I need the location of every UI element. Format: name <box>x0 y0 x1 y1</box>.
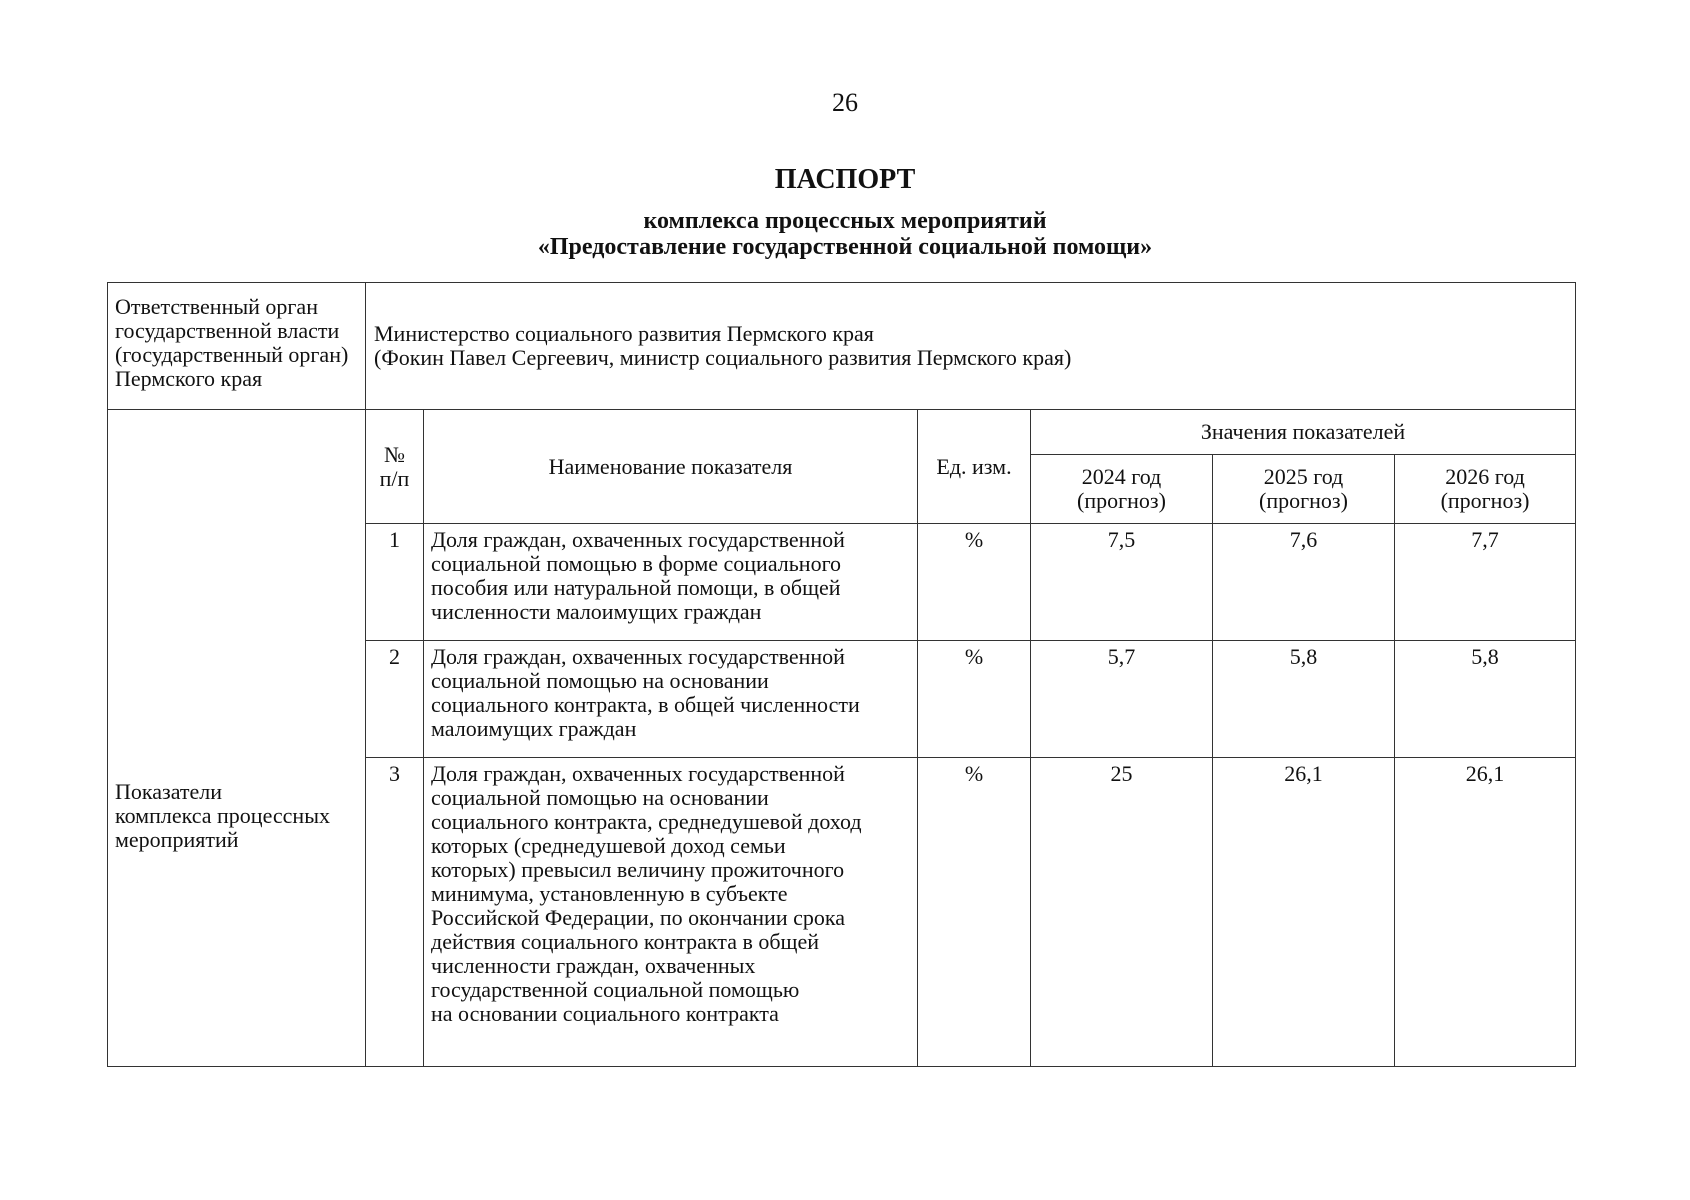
indicators-label-line: мероприятий <box>115 827 239 852</box>
responsible-label-line: (государственный орган) <box>115 342 349 367</box>
indicators-label-line: Показатели <box>115 779 223 804</box>
header-year-label: 2024 год <box>1081 464 1162 489</box>
row-num: 2 <box>366 641 424 758</box>
row-indicator-name <box>424 524 918 641</box>
document-title: ПАСПОРТ <box>774 164 916 195</box>
name-line: социальной помощью на основании <box>431 785 769 810</box>
header-year-note: (прогноз) <box>1077 488 1166 513</box>
name-line: социальной помощью в форме социального <box>431 551 842 576</box>
header-year-label: 2026 год <box>1445 464 1525 489</box>
name-line: численности малоимущих граждан <box>431 599 762 624</box>
header-num-line: п/п <box>379 465 410 491</box>
row-value-2025: 5,8 <box>1213 641 1395 758</box>
name-line: которых (среднедушевой доход семьи <box>431 833 786 858</box>
row-value-2026: 5,8 <box>1395 641 1576 758</box>
indicators-label-line: комплекса процессных <box>115 803 330 828</box>
row-unit: % <box>918 641 1031 758</box>
header-num-line: № <box>384 441 405 467</box>
subtitle-line: «Предоставление государственной социальной помощи» <box>537 234 1153 260</box>
indicators-section-label <box>108 410 366 1067</box>
header-year-note: (прогноз) <box>1259 488 1348 513</box>
row-value-2024: 7,5 <box>1031 524 1213 641</box>
header-year-label: 2025 год <box>1263 464 1344 489</box>
row-num: 1 <box>366 524 424 641</box>
name-line: численности граждан, охваченных <box>431 953 756 978</box>
header-num <box>366 410 424 524</box>
header-year-2026 <box>1395 455 1576 524</box>
responsible-label-line: государственной власти <box>115 318 340 343</box>
row-value-2025: 7,6 <box>1213 524 1395 641</box>
name-line: пособия или натуральной помощи, в общей <box>431 575 841 600</box>
document-subtitle <box>0 208 1690 260</box>
page-number: 26 <box>832 88 858 117</box>
name-line: Доля граждан, охваченных государственной <box>431 527 845 552</box>
responsible-label-line: Ответственный орган <box>115 294 318 319</box>
name-line: Доля граждан, охваченных государственной <box>431 761 845 786</box>
row-unit: % <box>918 758 1031 1067</box>
indicators-header-row-1 <box>108 410 1576 455</box>
name-line: социального контракта, в общей численности <box>431 692 860 717</box>
row-value-2025: 26,1 <box>1213 758 1395 1067</box>
name-line: на основании социального контракта <box>431 1001 779 1026</box>
header-unit: Ед. изм. <box>918 410 1031 524</box>
header-values-group: Значения показателей <box>1031 410 1576 455</box>
responsible-row <box>108 283 1576 410</box>
responsible-label-cell <box>108 283 366 410</box>
name-line: малоимущих граждан <box>431 716 637 741</box>
responsible-label-line: Пермского края <box>115 366 263 391</box>
name-line: Доля граждан, охваченных государственной <box>431 644 845 669</box>
subtitle-line: комплекса процессных мероприятий <box>643 208 1047 234</box>
header-name: Наименование показателя <box>424 410 918 524</box>
row-value-2026: 26,1 <box>1395 758 1576 1067</box>
name-line: социального контракта, среднедушевой доход <box>431 809 862 834</box>
row-indicator-name <box>424 758 918 1067</box>
header-year-2024 <box>1031 455 1213 524</box>
name-line: государственной социальной помощью <box>431 977 800 1002</box>
row-value-2024: 5,7 <box>1031 641 1213 758</box>
responsible-value-line: (Фокин Павел Сергеевич, министр социального развития Пермского края) <box>374 345 1072 370</box>
name-line: минимума, установленную в субъекте <box>431 881 788 906</box>
row-num: 3 <box>366 758 424 1067</box>
row-indicator-name <box>424 641 918 758</box>
header-year-note: (прогноз) <box>1440 488 1530 513</box>
header-year-2025 <box>1213 455 1395 524</box>
passport-table <box>107 282 1576 1067</box>
responsible-value-line: Министерство социального развития Пермского края <box>374 321 874 346</box>
name-line: социальной помощью на основании <box>431 668 769 693</box>
responsible-value-cell <box>366 283 1576 410</box>
name-line: Российской Федерации, по окончании срока <box>431 905 845 930</box>
row-value-2026: 7,7 <box>1395 524 1576 641</box>
row-unit: % <box>918 524 1031 641</box>
name-line: которых) превысил величину прожиточного <box>431 857 845 882</box>
name-line: действия социального контракта в общей <box>431 929 820 954</box>
row-value-2024: 25 <box>1031 758 1213 1067</box>
